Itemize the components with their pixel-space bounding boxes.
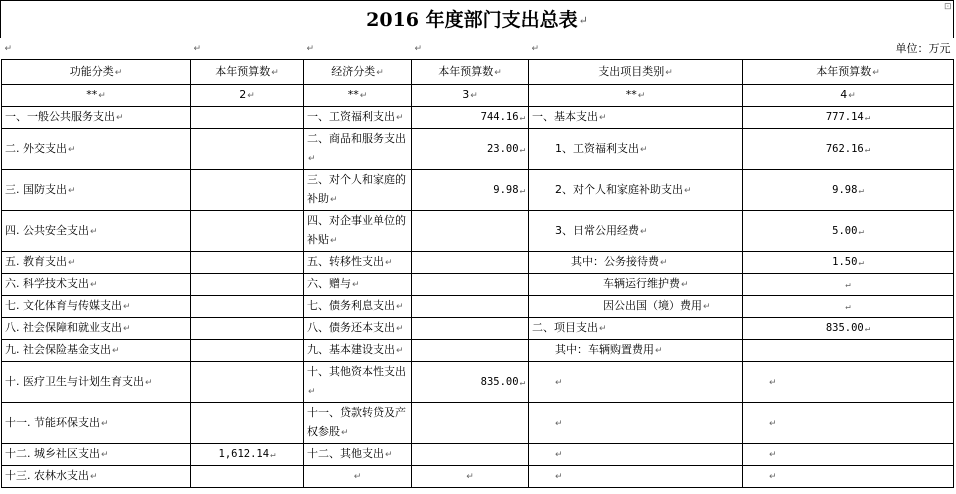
econ-cell[interactable]: 十一、贷款转贷及产权参股↵	[304, 403, 412, 444]
econ-value-cell[interactable]	[412, 296, 529, 318]
table-handle-icon[interactable]: ⊡	[944, 2, 952, 12]
func-value-cell[interactable]	[191, 252, 304, 274]
empty-cell[interactable]: ↵	[191, 38, 304, 60]
item-cell[interactable]: 车辆运行维护费↵	[529, 274, 743, 296]
func-value-cell[interactable]	[191, 170, 304, 211]
table-row	[2, 296, 954, 318]
func-cell[interactable]: 十三. 农林水支出↵	[2, 466, 191, 488]
item-value-cell[interactable]: ↵	[743, 362, 954, 403]
func-value-cell[interactable]	[191, 340, 304, 362]
empty-cell[interactable]: ↵	[304, 38, 412, 60]
func-value-cell[interactable]	[191, 129, 304, 170]
econ-cell[interactable]: 七、债务利息支出↵	[304, 296, 412, 318]
item-value-cell[interactable]: 9.98↵	[743, 170, 954, 211]
func-value-cell[interactable]	[191, 107, 304, 129]
econ-value-cell[interactable]: 835.00↵	[412, 362, 529, 403]
econ-cell[interactable]: 一、工资福利支出↵	[304, 107, 412, 129]
func-cell[interactable]: 八. 社会保障和就业支出↵	[2, 318, 191, 340]
code-cell[interactable]: **↵	[304, 85, 412, 107]
func-value-cell[interactable]	[191, 403, 304, 444]
econ-value-cell[interactable]	[412, 444, 529, 466]
code-cell[interactable]: **↵	[2, 85, 191, 107]
econ-cell[interactable]: 五、转移性支出↵	[304, 252, 412, 274]
econ-cell[interactable]: 四、对企事业单位的补贴↵	[304, 211, 412, 252]
func-cell[interactable]: 十. 医疗卫生与计划生育支出↵	[2, 362, 191, 403]
func-value-cell[interactable]	[191, 211, 304, 252]
table-row	[2, 170, 954, 211]
header-budget-3[interactable]: 本年预算数↵	[743, 60, 954, 85]
table-row	[2, 252, 954, 274]
func-cell[interactable]: 五. 教育支出↵	[2, 252, 191, 274]
code-cell[interactable]: 4↵	[743, 85, 954, 107]
econ-value-cell[interactable]: 744.16↵	[412, 107, 529, 129]
func-value-cell[interactable]	[191, 274, 304, 296]
func-cell[interactable]: 二. 外交支出↵	[2, 129, 191, 170]
item-cell[interactable]: 一、基本支出↵	[529, 107, 743, 129]
econ-value-cell[interactable]	[412, 340, 529, 362]
empty-cell[interactable]: ↵	[412, 38, 529, 60]
item-cell[interactable]: ↵	[529, 466, 743, 488]
func-cell[interactable]: 九. 社会保险基金支出↵	[2, 340, 191, 362]
item-value-cell[interactable]: ↵	[743, 444, 954, 466]
item-cell[interactable]: 二、项目支出↵	[529, 318, 743, 340]
table-row	[2, 444, 954, 466]
item-cell[interactable]: 因公出国（境）费用↵	[529, 296, 743, 318]
item-cell[interactable]: 其中：公务接待费↵	[529, 252, 743, 274]
func-cell[interactable]: 十一. 节能环保支出↵	[2, 403, 191, 444]
unit-row	[2, 38, 954, 60]
code-cell[interactable]: **↵	[529, 85, 743, 107]
econ-value-cell[interactable]	[412, 211, 529, 252]
item-cell[interactable]: 2、对个人和家庭补助支出↵	[529, 170, 743, 211]
header-budget-2[interactable]: 本年预算数↵	[412, 60, 529, 85]
item-value-cell[interactable]	[743, 340, 954, 362]
item-cell[interactable]: ↵	[529, 403, 743, 444]
header-econ-class[interactable]: 经济分类↵	[304, 60, 412, 85]
code-cell[interactable]: 2↵	[191, 85, 304, 107]
item-value-cell[interactable]: ↵	[743, 403, 954, 444]
func-cell[interactable]: 七. 文化体育与传媒支出↵	[2, 296, 191, 318]
func-cell[interactable]: 十二. 城乡社区支出↵	[2, 444, 191, 466]
econ-cell[interactable]: 八、债务还本支出↵	[304, 318, 412, 340]
header-item-class[interactable]: 支出项目类别↵	[529, 60, 743, 85]
econ-cell[interactable]: 九、基本建设支出↵	[304, 340, 412, 362]
func-value-cell[interactable]	[191, 362, 304, 403]
item-value-cell[interactable]: ↵	[743, 466, 954, 488]
econ-value-cell[interactable]	[412, 403, 529, 444]
item-value-cell[interactable]: 777.14↵	[743, 107, 954, 129]
unit-label[interactable]: 单位：万元	[743, 38, 954, 60]
table-row	[2, 129, 954, 170]
item-cell[interactable]: 3、日常公用经费↵	[529, 211, 743, 252]
table-row	[2, 403, 954, 444]
econ-value-cell[interactable]	[412, 252, 529, 274]
econ-cell[interactable]: 三、对个人和家庭的补助↵	[304, 170, 412, 211]
table-row	[2, 340, 954, 362]
header-budget-1[interactable]: 本年预算数↵	[191, 60, 304, 85]
func-cell[interactable]: 一、一般公共服务支出↵	[2, 107, 191, 129]
table-row	[2, 466, 954, 488]
item-cell[interactable]: 其中：车辆购置费用↵	[529, 340, 743, 362]
econ-value-cell[interactable]: 23.00↵	[412, 129, 529, 170]
item-cell[interactable]: 1、工资福利支出↵	[529, 129, 743, 170]
item-value-cell[interactable]: ↵	[743, 274, 954, 296]
header-func-class[interactable]: 功能分类↵	[2, 60, 191, 85]
item-value-cell[interactable]: ↵	[743, 296, 954, 318]
econ-value-cell[interactable]	[412, 318, 529, 340]
expenditure-summary-table	[1, 38, 954, 488]
econ-cell[interactable]: 二、商品和服务支出↵	[304, 129, 412, 170]
empty-cell[interactable]: ↵	[2, 38, 191, 60]
item-cell[interactable]: ↵	[529, 444, 743, 466]
table-row	[2, 107, 954, 129]
header-row	[2, 60, 954, 85]
table-row	[2, 274, 954, 296]
code-row	[2, 85, 954, 107]
title-text: 2016 年度部门支出总表	[366, 9, 578, 31]
func-value-cell[interactable]	[191, 318, 304, 340]
econ-value-cell[interactable]: 9.98↵	[412, 170, 529, 211]
code-cell[interactable]: 3↵	[412, 85, 529, 107]
item-value-cell[interactable]: 835.00↵	[743, 318, 954, 340]
item-value-cell[interactable]: 5.00↵	[743, 211, 954, 252]
table-row	[2, 211, 954, 252]
econ-cell[interactable]: ↵	[304, 466, 412, 488]
item-value-cell[interactable]: 1.50↵	[743, 252, 954, 274]
econ-cell[interactable]: 十二、其他支出↵	[304, 444, 412, 466]
empty-cell[interactable]: ↵	[529, 38, 743, 60]
econ-value-cell[interactable]: ↵	[412, 466, 529, 488]
item-value-cell[interactable]: 762.16↵	[743, 129, 954, 170]
func-value-cell[interactable]	[191, 296, 304, 318]
econ-cell[interactable]: 六、赠与↵	[304, 274, 412, 296]
func-cell[interactable]: 三. 国防支出↵	[2, 170, 191, 211]
table-row	[2, 318, 954, 340]
paragraph-mark-icon: ↵	[578, 14, 588, 27]
table-row	[2, 362, 954, 403]
econ-value-cell[interactable]	[412, 274, 529, 296]
func-value-cell[interactable]	[191, 466, 304, 488]
func-value-cell[interactable]: 1,612.14↵	[191, 444, 304, 466]
func-cell[interactable]: 六. 科学技术支出↵	[2, 274, 191, 296]
func-cell[interactable]: 四. 公共安全支出↵	[2, 211, 191, 252]
item-cell[interactable]: ↵	[529, 362, 743, 403]
page-title	[0, 0, 954, 38]
econ-cell[interactable]: 十、其他资本性支出↵	[304, 362, 412, 403]
